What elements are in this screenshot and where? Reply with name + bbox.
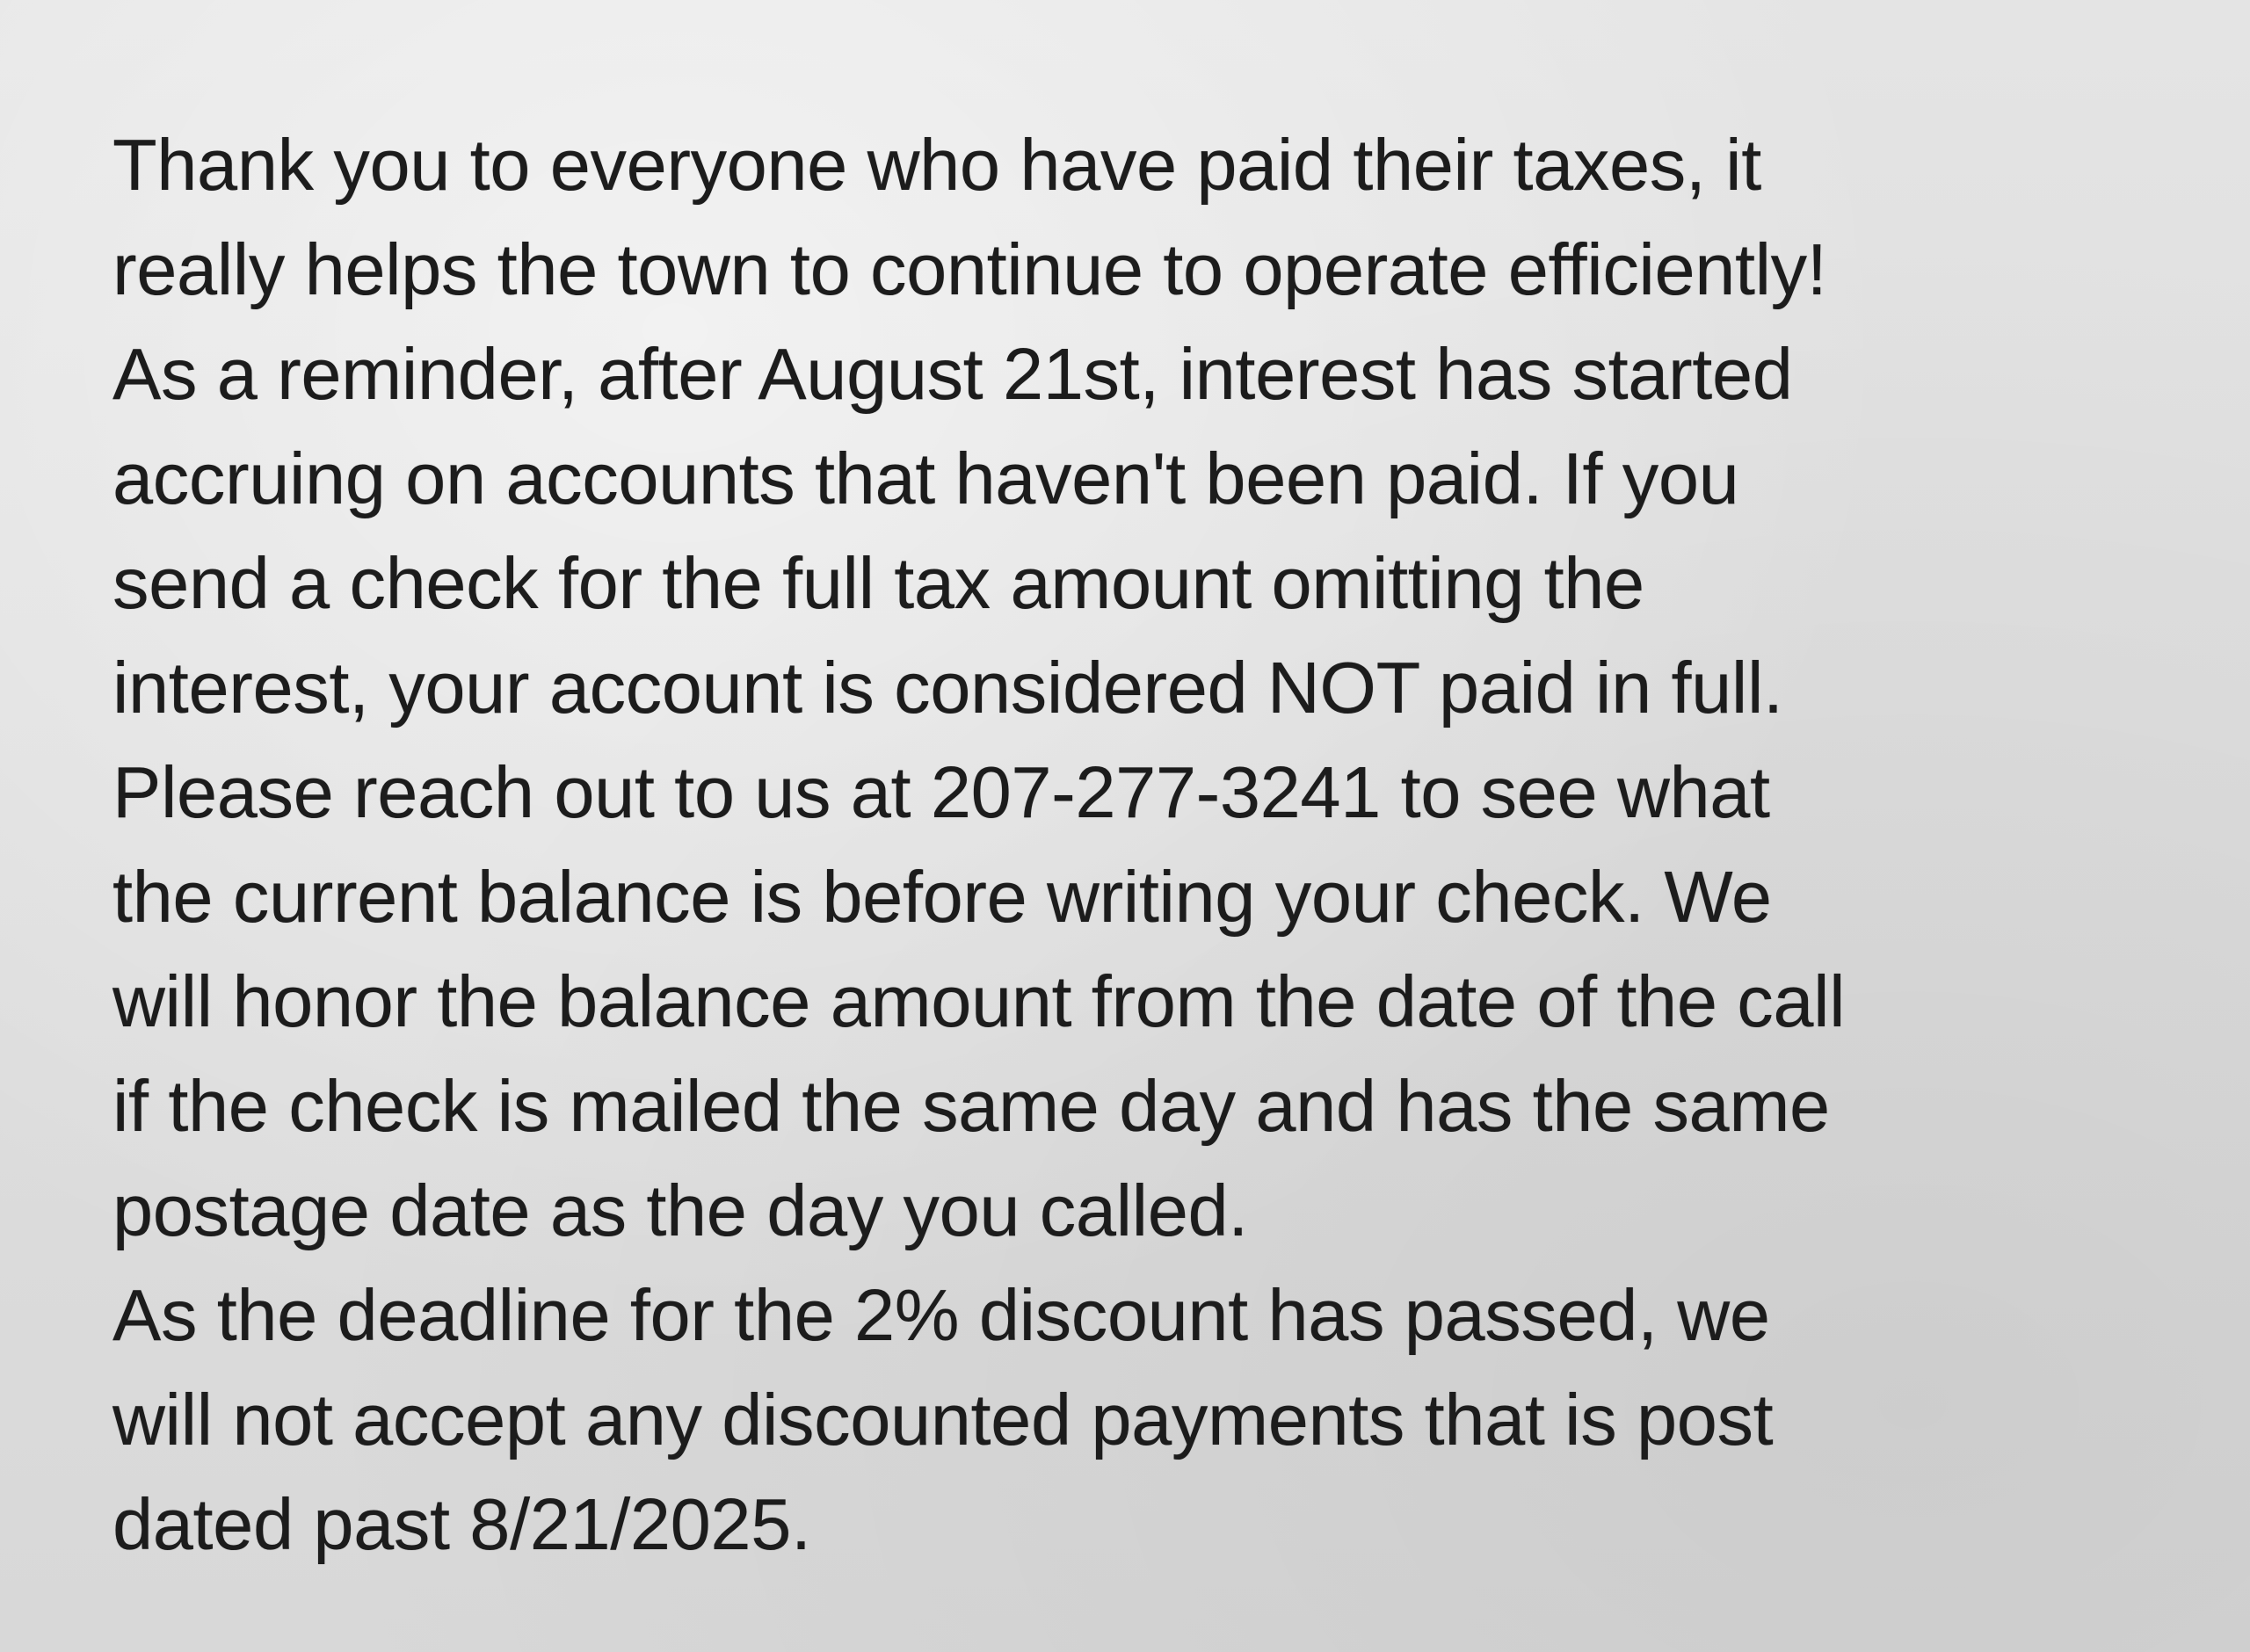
tax-notice-text	[112, 112, 2160, 1576]
notice-line: Please reach out to us at 207-277-3241 to see what	[112, 751, 1770, 833]
notice-line: will not accept any discounted payments that is post	[112, 1379, 1774, 1460]
notice-line: dated past 8/21/2025.	[112, 1483, 811, 1565]
notice-line: Thank you to everyone who have paid their taxes, it	[112, 124, 1761, 206]
notice-line: As the deadline for the 2% discount has passed, we	[112, 1274, 1770, 1356]
notice-line: will honor the balance amount from the date of the call	[112, 960, 1846, 1042]
notice-line: As a reminder, after August 21st, interest has started	[112, 333, 1793, 415]
notice-line: if the check is mailed the same day and has the same	[112, 1065, 1830, 1147]
notice-line: send a check for the full tax amount omitting the	[112, 542, 1644, 624]
notice-line: postage date as the day you called.	[112, 1170, 1248, 1251]
notice-line: the current balance is before writing your check. We	[112, 856, 1772, 938]
notice-line: interest, your account is considered NOT paid in full.	[112, 647, 1783, 728]
notice-line: really helps the town to continue to operate efficiently!	[112, 228, 1827, 310]
notice-line: accruing on accounts that haven't been paid. If you	[112, 438, 1739, 519]
